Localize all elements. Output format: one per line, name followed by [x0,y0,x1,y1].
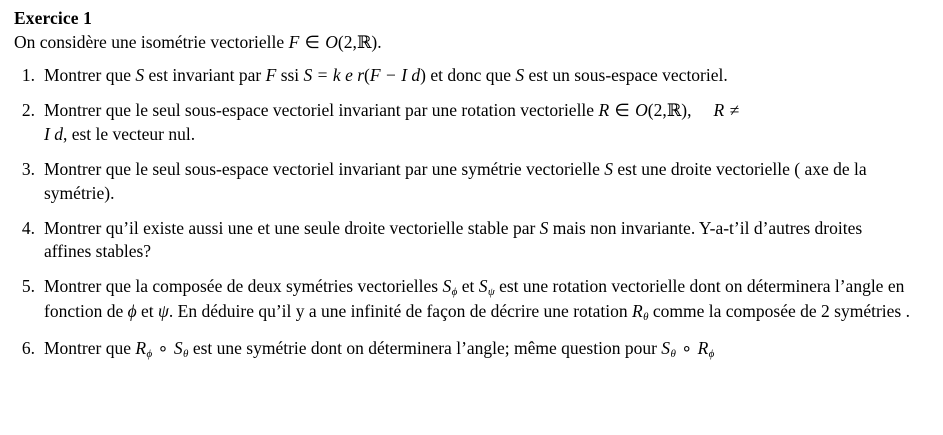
math-R: R [713,100,725,121]
item-text [44,275,924,325]
list-item [0,275,943,325]
math-subscript-theta: θ [643,311,649,324]
math-R: R [632,300,643,321]
item-text [44,64,924,87]
text-run: Montrer que le seul sous-espace vectoriel invariant par une rotation vectorielle [44,100,599,121]
math-minus: − [381,65,401,86]
item-number: 4. [21,217,35,238]
exercise-question-list [0,64,943,362]
text-run: comme la composée de 2 symétries . [648,300,910,321]
math-subscript-theta: θ [183,348,189,361]
math-paren-close: ) [420,65,426,86]
text-run: ssi [276,65,304,86]
text-run: mais non invariante. Y-a-t’il d’autres droites affines stables? [44,217,863,261]
math-O: O [635,100,648,121]
text-run: et [136,300,159,321]
text-run: est une symétrie dont on déterminera l’angle; même question pour [188,337,662,358]
list-item [0,337,943,362]
math-subscript-psi: ψ [487,286,495,299]
math-reals: ℝ [666,101,682,122]
math-O: O [325,32,338,53]
math-S: S [539,217,549,238]
math-compose: ∘ [153,337,173,358]
list-item [0,158,943,204]
math-R: R [598,100,610,121]
math-S: S [135,65,145,86]
math-S: S [515,65,525,86]
math-paren-close: ). [371,32,382,53]
text-run: Montrer que la composée de deux symétries vectorielles [44,275,443,296]
text-run: Montrer que [44,65,136,86]
math-compose: ∘ [676,337,697,358]
math-R: R [135,337,147,358]
math-paren-open: (2, [647,100,667,121]
intro-paragraph [14,32,943,54]
math-F: F [265,65,277,86]
text-run: est une rotation vectorielle dont on déterminera l’angle en fonction de [44,275,905,321]
math-paren-open: (2, [337,32,357,53]
item-text [44,217,924,263]
math-S: S [661,337,671,358]
text-run: Montrer que [44,337,136,358]
math-equals: = [313,65,332,86]
math-subscript-phi: ϕ [708,348,715,361]
text-run: est une droite vectorielle ( axe de la symétrie). [44,159,867,203]
text-run: , est le vecteur nul. [62,124,196,145]
math-R: R [697,337,709,358]
item-number: 6. [21,337,35,358]
item-text [44,158,924,204]
math-ker: k e r [332,65,365,86]
text-run: Montrer que le seul sous-espace vectoriel invariant par une symétrie vectorielle [44,159,605,180]
text-run: et [457,275,479,296]
text-run: est invariant par [144,65,266,86]
math-phi: ϕ [127,300,137,321]
math-Id: I d [44,124,63,145]
text-run: . En déduire qu’il y a une infinité de façon de décrire une rotation [168,300,633,321]
text-run: Montrer qu’il existe aussi une et une seule droite vectorielle stable par [44,217,540,238]
list-item [0,99,943,146]
text-run: et donc que [425,65,516,86]
math-S: S [303,65,313,86]
math-S: S [478,275,488,296]
item-text [44,337,924,362]
math-S: S [173,337,183,358]
page-title: Exercice 1 [14,8,92,28]
math-F: F [369,65,381,86]
math-subscript-theta: θ [670,348,676,361]
item-text [44,99,924,146]
document-page [0,8,943,435]
math-reals: ℝ [356,33,372,54]
math-paren-close: ), [681,100,692,121]
item-number: 5. [21,275,35,296]
math-F: F [288,32,300,53]
text-run: est un sous-espace vectoriel. [524,65,728,86]
math-S: S [604,159,614,180]
math-not-equal: ≠ [725,100,740,121]
math-psi: ψ [158,300,169,321]
math-S: S [442,275,452,296]
math-subscript-phi: ϕ [146,348,153,361]
item-number: 1. [21,65,35,86]
math-subscript-phi: ϕ [451,286,458,299]
list-item [0,64,943,87]
item-number: 2. [21,100,35,121]
math-in: ∈ [610,100,635,121]
math-paren-open: ( [364,65,370,86]
math-in: ∈ [300,32,325,53]
list-item [0,217,943,263]
intro-text: On considère une isométrie vectorielle [14,32,289,53]
math-Id: I d [401,65,421,86]
item-number: 3. [21,159,35,180]
